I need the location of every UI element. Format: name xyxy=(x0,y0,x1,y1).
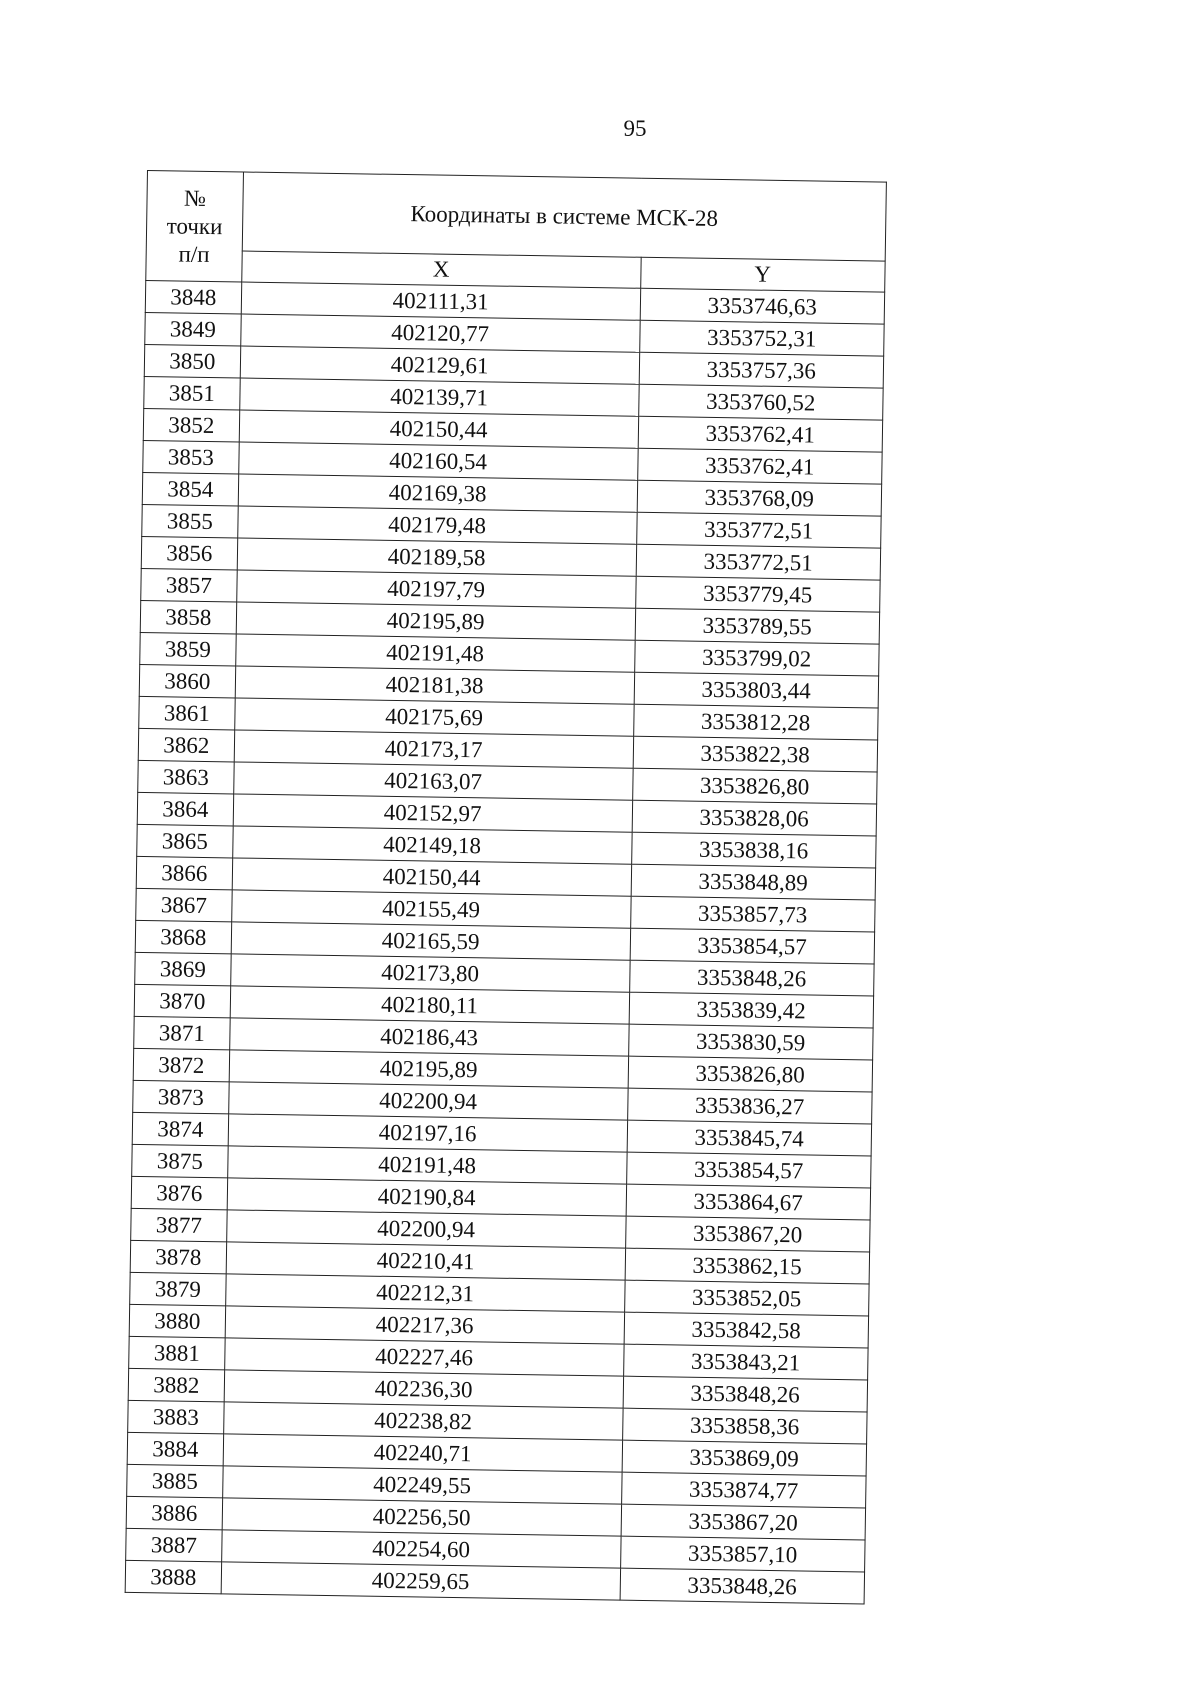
coordinates-header: Координаты в системе МСК-28 xyxy=(242,172,886,261)
x-coordinate-cell: 402150,44 xyxy=(239,410,638,448)
y-coordinate-cell: 3353772,51 xyxy=(636,512,881,548)
table-body xyxy=(125,280,885,1603)
point-number-cell: 3882 xyxy=(128,1368,224,1402)
point-number-cell: 3881 xyxy=(129,1336,225,1370)
y-coordinate-cell: 3353864,67 xyxy=(626,1184,871,1220)
y-coordinate-cell: 3353803,44 xyxy=(634,672,879,708)
y-coordinate-cell: 3353842,58 xyxy=(624,1312,869,1348)
x-coordinate-cell: 402173,80 xyxy=(231,954,630,992)
x-coordinate-cell: 402181,38 xyxy=(235,666,634,704)
y-coordinate-cell: 3353857,10 xyxy=(620,1536,865,1572)
y-coordinate-cell: 3353867,20 xyxy=(621,1504,866,1540)
y-coordinate-cell: 3353869,09 xyxy=(622,1440,867,1476)
point-number-cell: 3888 xyxy=(125,1560,221,1594)
point-number-header xyxy=(146,171,244,282)
point-number-cell: 3865 xyxy=(137,824,233,858)
point-number-header-line3: п/п xyxy=(178,241,210,267)
x-coordinate-cell: 402152,97 xyxy=(233,794,632,832)
point-number-cell: 3866 xyxy=(136,856,232,890)
x-coordinate-cell: 402111,31 xyxy=(241,282,640,320)
y-column-header: Y xyxy=(640,257,885,292)
coordinates-table xyxy=(125,170,887,1604)
point-number-cell: 3877 xyxy=(131,1208,227,1242)
y-coordinate-cell: 3353822,38 xyxy=(633,736,878,772)
point-number-cell: 3852 xyxy=(143,408,239,442)
x-coordinate-cell: 402169,38 xyxy=(238,474,637,512)
x-column-header: X xyxy=(242,251,641,288)
y-coordinate-cell: 3353757,36 xyxy=(639,352,884,388)
x-coordinate-cell: 402197,16 xyxy=(228,1114,627,1152)
x-coordinate-cell: 402160,54 xyxy=(239,442,638,480)
y-coordinate-cell: 3353762,41 xyxy=(637,448,882,484)
point-number-cell: 3855 xyxy=(142,504,238,538)
y-coordinate-cell: 3353854,57 xyxy=(626,1152,871,1188)
y-coordinate-cell: 3353848,26 xyxy=(623,1376,868,1412)
x-coordinate-cell: 402254,60 xyxy=(221,1530,620,1568)
x-coordinate-cell: 402150,44 xyxy=(232,858,631,896)
page-number: 95 xyxy=(623,116,647,141)
point-number-cell: 3875 xyxy=(132,1144,228,1178)
point-number-cell: 3880 xyxy=(129,1304,225,1338)
x-coordinate-cell: 402212,31 xyxy=(225,1274,624,1312)
y-coordinate-cell: 3353768,09 xyxy=(637,480,882,516)
x-coordinate-cell: 402195,89 xyxy=(229,1050,628,1088)
y-coordinate-cell: 3353762,41 xyxy=(638,416,883,452)
y-coordinate-cell: 3353867,20 xyxy=(625,1216,870,1252)
y-coordinate-cell: 3353779,45 xyxy=(635,576,880,612)
y-coordinate-cell: 3353848,89 xyxy=(631,864,876,900)
point-number-cell: 3885 xyxy=(127,1464,223,1498)
point-number-cell: 3856 xyxy=(141,536,237,570)
x-coordinate-cell: 402236,30 xyxy=(224,1370,623,1408)
y-coordinate-cell: 3353845,74 xyxy=(627,1120,872,1156)
x-coordinate-cell: 402197,79 xyxy=(237,570,636,608)
x-coordinate-cell: 402191,48 xyxy=(236,634,635,672)
x-coordinate-cell: 402165,59 xyxy=(231,922,630,960)
point-number-cell: 3886 xyxy=(126,1496,222,1530)
y-coordinate-cell: 3353752,31 xyxy=(639,320,884,356)
point-number-cell: 3883 xyxy=(128,1400,224,1434)
x-coordinate-cell: 402191,48 xyxy=(228,1146,627,1184)
point-number-cell: 3887 xyxy=(126,1528,222,1562)
x-coordinate-cell: 402210,41 xyxy=(226,1242,625,1280)
point-number-cell: 3874 xyxy=(132,1112,228,1146)
y-coordinate-cell: 3353826,80 xyxy=(632,768,877,804)
x-coordinate-cell: 402175,69 xyxy=(235,698,634,736)
x-coordinate-cell: 402149,18 xyxy=(233,826,632,864)
x-coordinate-cell: 402259,65 xyxy=(221,1562,620,1600)
point-number-cell: 3860 xyxy=(139,664,235,698)
y-coordinate-cell: 3353857,73 xyxy=(630,896,875,932)
table-header xyxy=(146,171,887,293)
point-number-cell: 3854 xyxy=(142,472,238,506)
y-coordinate-cell: 3353838,16 xyxy=(631,832,876,868)
y-coordinate-cell: 3353839,42 xyxy=(629,992,874,1028)
y-coordinate-cell: 3353830,59 xyxy=(628,1024,873,1060)
y-coordinate-cell: 3353848,26 xyxy=(629,960,874,996)
point-number-cell: 3864 xyxy=(137,792,233,826)
y-coordinate-cell: 3353828,06 xyxy=(632,800,877,836)
x-coordinate-cell: 402256,50 xyxy=(222,1498,621,1536)
x-coordinate-cell: 402155,49 xyxy=(232,890,631,928)
y-coordinate-cell: 3353772,51 xyxy=(636,544,881,580)
point-number-cell: 3848 xyxy=(145,280,241,314)
point-number-cell: 3873 xyxy=(133,1080,229,1114)
x-coordinate-cell: 402129,61 xyxy=(240,346,639,384)
point-number-cell: 3879 xyxy=(130,1272,226,1306)
x-coordinate-cell: 402217,36 xyxy=(225,1306,624,1344)
point-number-cell: 3851 xyxy=(144,376,240,410)
point-number-cell: 3858 xyxy=(140,600,236,634)
point-number-cell: 3878 xyxy=(130,1240,226,1274)
y-coordinate-cell: 3353826,80 xyxy=(628,1056,873,1092)
y-coordinate-cell: 3353874,77 xyxy=(621,1472,866,1508)
x-coordinate-cell: 402249,55 xyxy=(222,1466,621,1504)
x-coordinate-cell: 402120,77 xyxy=(241,314,640,352)
x-coordinate-cell: 402173,17 xyxy=(234,730,633,768)
x-coordinate-cell: 402190,84 xyxy=(227,1178,626,1216)
y-coordinate-cell: 3353812,28 xyxy=(633,704,878,740)
x-coordinate-cell: 402186,43 xyxy=(230,1018,629,1056)
y-coordinate-cell: 3353852,05 xyxy=(624,1280,869,1316)
y-coordinate-cell: 3353848,26 xyxy=(620,1568,865,1604)
y-coordinate-cell: 3353799,02 xyxy=(634,640,879,676)
x-coordinate-cell: 402189,58 xyxy=(237,538,636,576)
point-number-cell: 3859 xyxy=(140,632,236,666)
y-coordinate-cell: 3353858,36 xyxy=(622,1408,867,1444)
point-number-cell: 3867 xyxy=(136,888,232,922)
x-coordinate-cell: 402238,82 xyxy=(223,1402,622,1440)
y-coordinate-cell: 3353843,21 xyxy=(623,1344,868,1380)
point-number-cell: 3862 xyxy=(138,728,234,762)
point-number-cell: 3869 xyxy=(135,952,231,986)
x-coordinate-cell: 402179,48 xyxy=(238,506,637,544)
x-coordinate-cell: 402163,07 xyxy=(234,762,633,800)
x-coordinate-cell: 402139,71 xyxy=(240,378,639,416)
x-coordinate-cell: 402240,71 xyxy=(223,1434,622,1472)
x-coordinate-cell: 402200,94 xyxy=(229,1082,628,1120)
point-number-cell: 3884 xyxy=(127,1432,223,1466)
y-coordinate-cell: 3353862,15 xyxy=(625,1248,870,1284)
point-number-cell: 3870 xyxy=(134,984,230,1018)
point-number-cell: 3850 xyxy=(144,344,240,378)
point-number-cell: 3871 xyxy=(134,1016,230,1050)
point-number-cell: 3876 xyxy=(131,1176,227,1210)
point-number-cell: 3872 xyxy=(133,1048,229,1082)
y-coordinate-cell: 3353746,63 xyxy=(640,288,885,324)
point-number-cell: 3863 xyxy=(138,760,234,794)
point-number-cell: 3853 xyxy=(143,440,239,474)
point-number-cell: 3849 xyxy=(145,312,241,346)
y-coordinate-cell: 3353789,55 xyxy=(635,608,880,644)
y-coordinate-cell: 3353760,52 xyxy=(638,384,883,420)
point-number-cell: 3857 xyxy=(141,568,237,602)
x-coordinate-cell: 402195,89 xyxy=(236,602,635,640)
x-coordinate-cell: 402200,94 xyxy=(227,1210,626,1248)
point-number-header-line1: № xyxy=(183,185,207,211)
point-number-header-line2: точки xyxy=(166,212,223,239)
y-coordinate-cell: 3353854,57 xyxy=(630,928,875,964)
x-coordinate-cell: 402180,11 xyxy=(230,986,629,1024)
point-number-cell: 3868 xyxy=(135,920,231,954)
x-coordinate-cell: 402227,46 xyxy=(224,1338,623,1376)
y-coordinate-cell: 3353836,27 xyxy=(627,1088,872,1124)
point-number-cell: 3861 xyxy=(139,696,235,730)
